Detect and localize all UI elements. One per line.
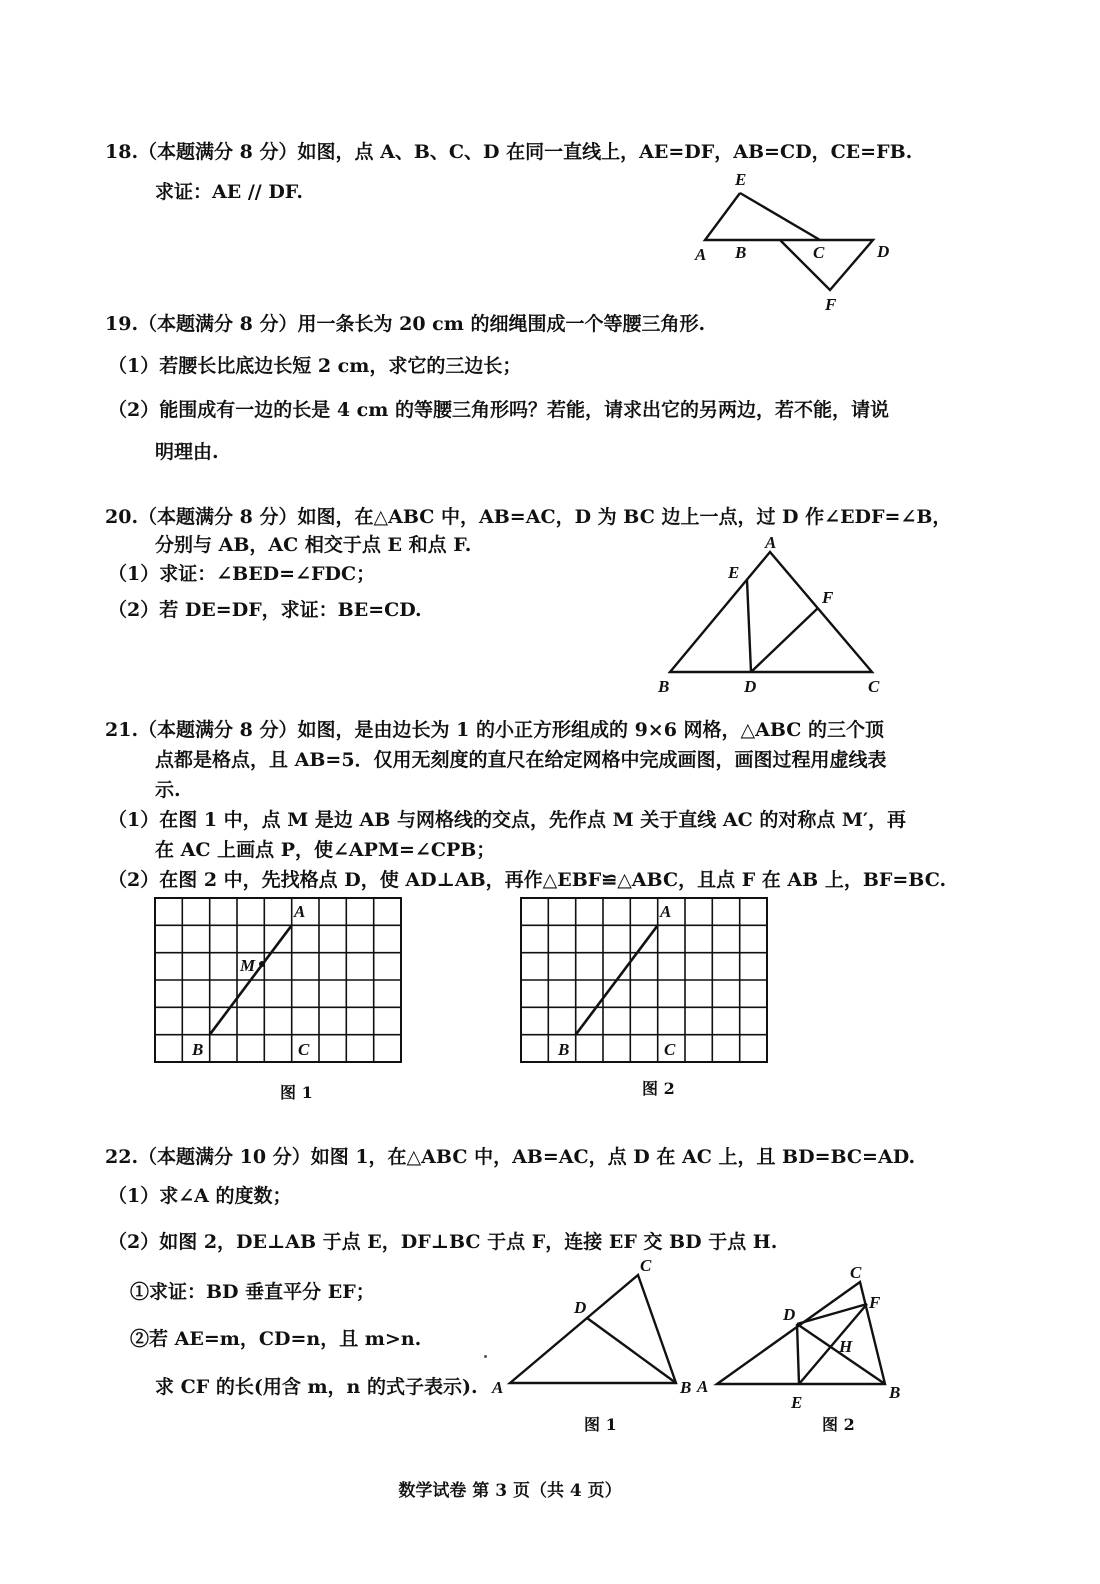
q20-label-D: D	[744, 677, 757, 696]
q22-f1-label-B: B	[680, 1378, 692, 1397]
q21-part1: （1）在图 1 中，点 M 是边 AB 与网格线的交点，先作点 M 关于直线 AC 的对称点 M′，再	[108, 809, 906, 831]
q21-stem-cont2: 示.	[155, 779, 181, 801]
q22-f2-label-B: B	[889, 1383, 901, 1402]
q22-part2-sub2: ②若 AE=m，CD=n，且 m>n.	[130, 1328, 422, 1350]
q21-f1-label-M: M	[240, 956, 256, 975]
q22-part2: （2）如图 2，DE⊥AB 于点 E，DF⊥BC 于点 F，连接 EF 交 BD 于点 H.	[108, 1231, 778, 1253]
q19-part2-cont: 明理由.	[155, 441, 219, 463]
q21-fig2-caption: 图 2	[642, 1079, 675, 1098]
q18-prove: 求证：AE // DF.	[155, 181, 304, 203]
q22-fig1-caption: 图 1	[584, 1415, 617, 1434]
q21-f2-label-A: A	[660, 902, 672, 921]
q22-f2-label-D: D	[783, 1305, 796, 1324]
q20-stem: 20.（本题满分 8 分）如图，在△ABC 中，AB=AC，D 为 BC 边上一点，过 D 作∠EDF=∠B，	[105, 506, 952, 528]
q21-grid-1	[155, 898, 401, 1062]
q21-fig1-caption: 图 1	[280, 1083, 313, 1102]
q21-grid-2	[521, 898, 767, 1062]
q22-figure-1	[488, 1255, 703, 1405]
q22-part2-sub2-cont: 求 CF 的长(用含 m，n 的式子表示).	[155, 1376, 478, 1398]
q22-f1-label-A: A	[492, 1378, 504, 1397]
q21-f1-label-B: B	[192, 1040, 204, 1059]
q21-stem: 21.（本题满分 8 分）如图，是由边长为 1 的小正方形组成的 9×6 网格，△ABC 的三个顶	[105, 719, 885, 741]
q21-grid-figure-1	[150, 893, 410, 1068]
q18-label-B: B	[735, 243, 747, 262]
q22-f1-label-D: D	[574, 1298, 587, 1317]
q20-stem-cont: 分别与 AB，AC 相交于点 E 和点 F.	[155, 534, 472, 556]
q21-f1-label-A: A	[294, 902, 306, 921]
q18-label-F: F	[825, 295, 837, 314]
q22-fig2-caption: 图 2	[822, 1415, 855, 1434]
q21-f2-label-C: C	[664, 1040, 676, 1059]
q18-label-C: C	[813, 243, 825, 262]
q21-stem-cont1: 点都是格点，且 AB=5．仅用无刻度的直尺在给定网格中完成画图，画图过程用虚线表	[155, 749, 887, 771]
page-footer: 数学试卷 第 3 页（共 4 页）	[398, 1481, 622, 1501]
q21-grid-figure-2	[516, 893, 776, 1068]
q20-part1: （1）求证：∠BED=∠FDC；	[108, 563, 376, 585]
q22-f2-label-E: E	[791, 1393, 803, 1412]
q22-part1: （1）求∠A 的度数；	[108, 1185, 292, 1207]
q18-stem: 18.（本题满分 8 分）如图，点 A、B、C、D 在同一直线上，AE=DF，AB=CD，CE=FB.	[105, 141, 913, 163]
q22-f1-label-C: C	[640, 1256, 652, 1275]
q22-f2-label-C: C	[850, 1263, 862, 1282]
q22-f2-label-F: F	[869, 1293, 881, 1312]
q22-part2-sub1: ①求证：BD 垂直平分 EF；	[130, 1281, 375, 1303]
q18-label-A: A	[695, 245, 707, 264]
q18-label-D: D	[877, 242, 890, 261]
q20-figure	[650, 530, 895, 700]
q22-f2-label-A: A	[697, 1377, 709, 1396]
q20-label-C: C	[868, 677, 880, 696]
q21-part2: （2）在图 2 中，先找格点 D，使 AD⊥AB，再作△EBF≌△ABC，且点 F 在 AB 上，BF=BC.	[108, 869, 947, 891]
q19-part1: （1）若腰长比底边长短 2 cm，求它的三边长；	[108, 355, 522, 377]
q20-label-B: B	[658, 677, 670, 696]
q20-part2: （2）若 DE=DF，求证：BE=CD.	[108, 599, 422, 621]
q19-stem: 19.（本题满分 8 分）用一条长为 20 cm 的细绳围成一个等腰三角形.	[105, 313, 706, 335]
q21-part1-cont: 在 AC 上画点 P，使∠APM=∠CPB；	[155, 839, 496, 861]
q19-part2: （2）能围成有一边的长是 4 cm 的等腰三角形吗？若能，请求出它的另两边，若不能，请说	[108, 399, 889, 421]
q22-f2-label-H: H	[839, 1337, 853, 1356]
q21-f2-label-B: B	[558, 1040, 570, 1059]
q20-label-A: A	[765, 533, 777, 552]
q22-stem: 22.（本题满分 10 分）如图 1，在△ABC 中，AB=AC，点 D 在 AC 上，且 BD=BC=AD.	[105, 1146, 916, 1168]
q18-figure	[685, 165, 905, 315]
q18-label-E: E	[735, 170, 747, 189]
q21-f1-label-C: C	[298, 1040, 310, 1059]
scan-speck	[484, 1355, 487, 1358]
q20-label-E: E	[728, 563, 740, 582]
q20-label-F: F	[822, 588, 834, 607]
q22-figure-2	[695, 1262, 910, 1417]
